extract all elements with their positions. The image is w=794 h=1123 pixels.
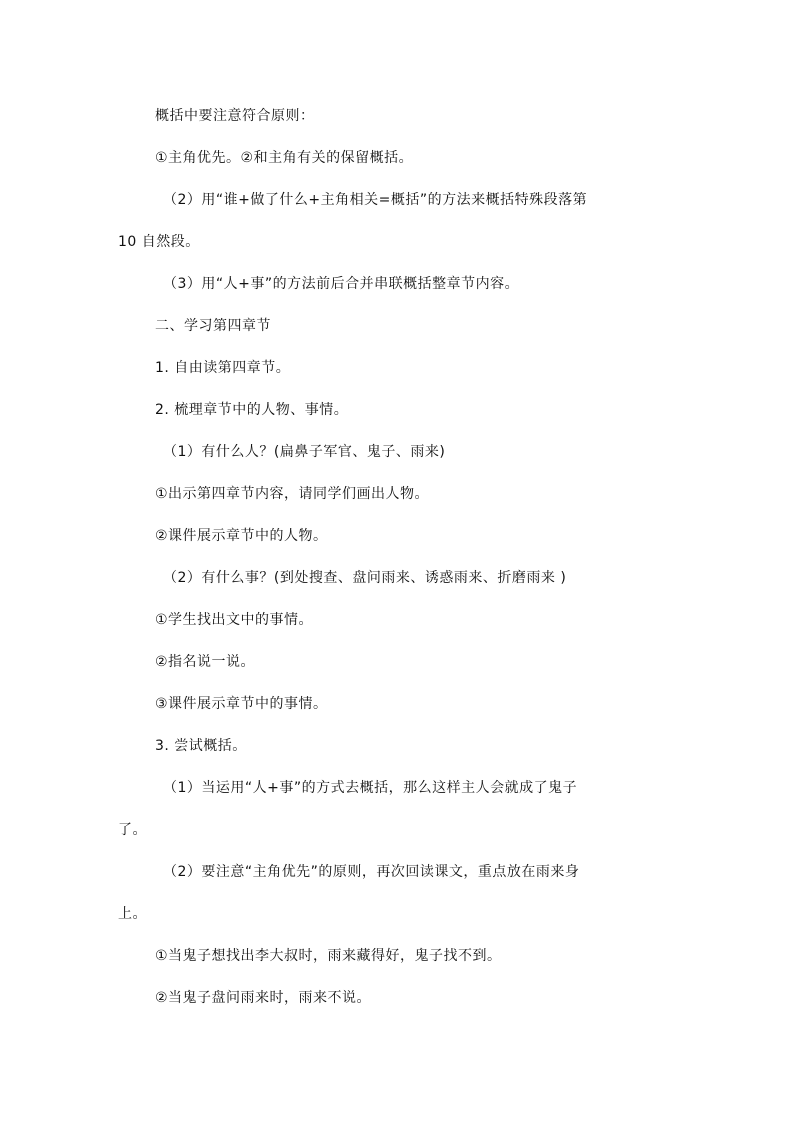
text-line: 上。	[118, 906, 147, 922]
section-heading: 二、学习第四章节	[155, 318, 271, 334]
text-line: ①当鬼子想找出李大叔时，雨来藏得好，鬼子找不到。	[155, 948, 502, 964]
text-line: ②指名说一说。	[155, 654, 256, 670]
text-line: 2. 梳理章节中的人物、事情。	[155, 402, 349, 418]
text-line: （3）用“人+事”的方法前后合并串联概括整章节内容。	[163, 276, 520, 292]
text-line: （2）有什么事？(到处搜查、盘问雨来、诱惑雨来、折磨雨来 )	[163, 570, 567, 586]
text-line: ②当鬼子盘问雨来时，雨来不说。	[155, 990, 372, 1006]
text-line: ①出示第四章节内容，请同学们画出人物。	[155, 486, 430, 502]
text-line: ③课件展示章节中的事情。	[155, 696, 328, 712]
text-line: （1）有什么人？(扁鼻子军官、鬼子、雨来)	[163, 444, 446, 460]
text-line: 了。	[118, 822, 147, 838]
text-line: ①主角优先。②和主角有关的保留概括。	[155, 150, 414, 166]
text-line: 1. 自由读第四章节。	[155, 360, 291, 376]
text-line: （1）当运用“人+事”的方式去概括，那么这样主人会就成了鬼子	[163, 780, 578, 796]
text-line: 3. 尝试概括。	[155, 738, 247, 754]
text-line: （2）用“谁+做了什么+主角相关=概括”的方法来概括特殊段落第	[163, 192, 588, 208]
text-line: ②课件展示章节中的人物。	[155, 528, 328, 544]
text-line: ①学生找出文中的事情。	[155, 612, 314, 628]
text-line: 概括中要注意符合原则：	[155, 108, 315, 124]
text-line: 10 自然段。	[118, 234, 200, 250]
text-line: （2）要注意“主角优先”的原则，再次回读课文，重点放在雨来身	[163, 864, 580, 880]
